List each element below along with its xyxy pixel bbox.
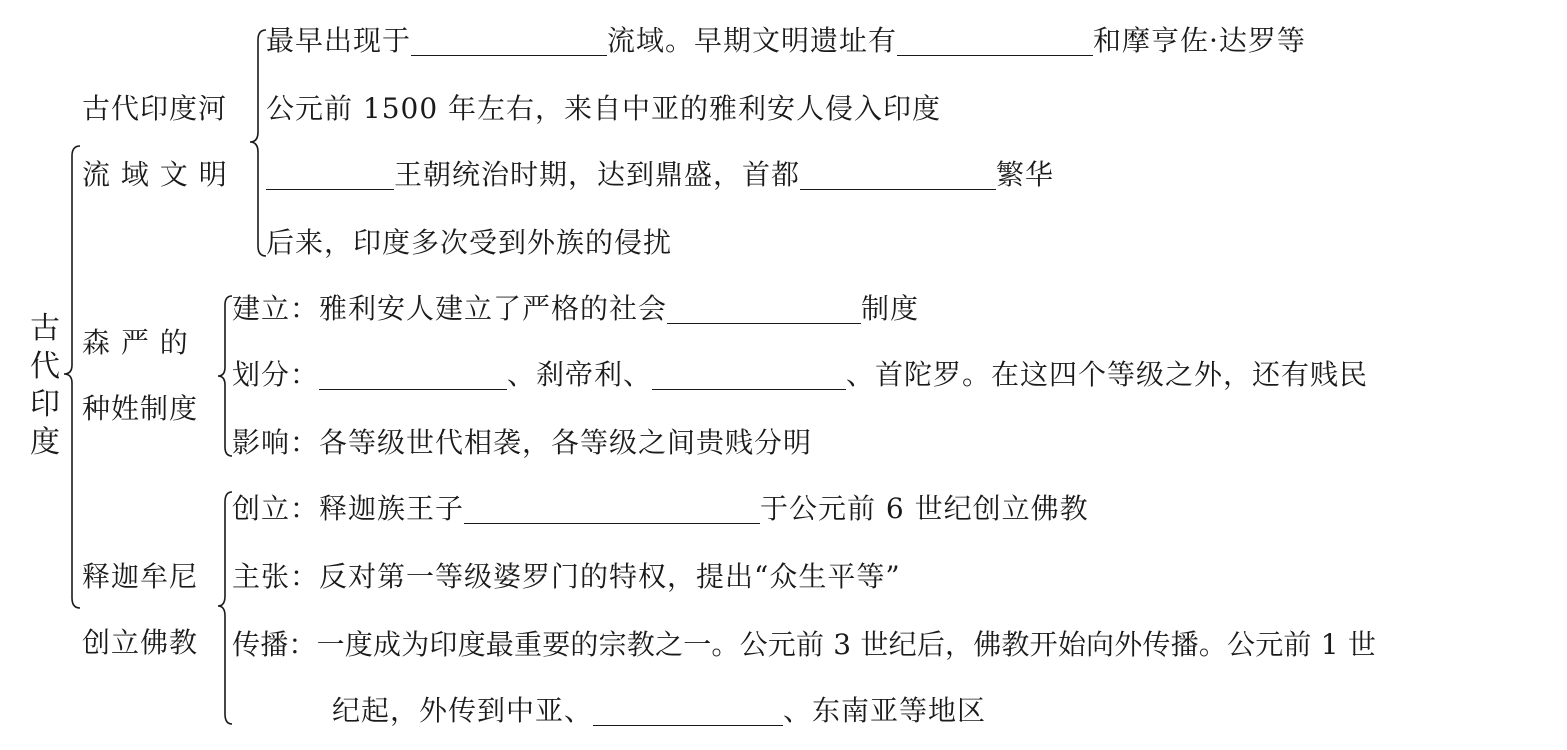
- root-brace: [64, 146, 80, 608]
- blank-river-basin[interactable]: [411, 27, 607, 56]
- indus-line1: [266, 24, 1306, 58]
- indus-line1-text3: 和摩亨佐·达罗等: [1093, 24, 1306, 57]
- indus-line2: 公元前 1500 年左右，来自中亚的雅利安人侵入印度: [266, 92, 942, 125]
- buddhism-doctrine-label: 主张：: [232, 560, 320, 593]
- buddhism-title-line2: 创立佛教: [82, 626, 199, 659]
- buddhism-title-line1: 释迦牟尼: [82, 560, 199, 593]
- caste-brace: [218, 296, 232, 456]
- buddhism-brace: [218, 492, 232, 724]
- buddhism-spread-line2-text2: 、东南亚等地区: [783, 694, 987, 727]
- buddhism-doctrine: [232, 560, 901, 594]
- blank-spread-region[interactable]: [593, 697, 783, 726]
- indus-line3-text2: 繁华: [996, 158, 1055, 191]
- caste-division-text2: 、首陀罗。在这四个等级之外，还有贱民: [846, 358, 1369, 391]
- buddhism-spread-label: 传播：: [232, 628, 317, 661]
- buddhism-spread: [232, 628, 1376, 662]
- caste-division-label: 划分：: [232, 358, 320, 391]
- buddhism-doctrine-text: 反对第一等级婆罗门的特权，提出“众生平等”: [319, 560, 901, 593]
- blank-first-caste[interactable]: [319, 361, 507, 390]
- caste-impact: [232, 426, 812, 460]
- buddhism-founding-label: 创立：: [232, 492, 320, 525]
- indus-brace: [250, 30, 266, 256]
- blank-prince-name[interactable]: [464, 495, 760, 524]
- caste-impact-label: 影响：: [232, 426, 320, 459]
- root-label: 古代印度: [30, 311, 60, 460]
- caste-title-line1: 森 严 的: [82, 326, 189, 359]
- caste-title-line2: 种姓制度: [82, 392, 199, 425]
- indus-line1-text2: 流域。早期文明遗址有: [607, 24, 898, 57]
- caste-division-text1: 、刹帝利、: [507, 358, 653, 391]
- caste-division: [232, 358, 1368, 392]
- caste-establish: [232, 292, 919, 326]
- buddhism-founding: [232, 492, 1089, 526]
- blank-early-site[interactable]: [897, 27, 1093, 56]
- caste-establish-label: 建立：: [232, 292, 320, 325]
- indus-line4: 后来，印度多次受到外族的侵扰: [266, 226, 673, 259]
- indus-line3: [266, 158, 1054, 192]
- indus-line3-text1: 王朝统治时期，达到鼎盛，首都: [394, 158, 801, 191]
- buddhism-founding-text1: 释迦族王子: [319, 492, 465, 525]
- buddhism-spread-line2: [332, 694, 986, 728]
- blank-social-system[interactable]: [667, 295, 861, 324]
- indus-title-line2: 流 域 文 明: [82, 158, 228, 191]
- buddhism-spread-line1: 一度成为印度最重要的宗教之一。公元前 3 世纪后，佛教开始向外传播。公元前 1 世: [316, 628, 1377, 661]
- blank-capital[interactable]: [800, 161, 996, 190]
- indus-title-line1: 古代印度河: [82, 92, 228, 125]
- indus-line1-text1: 最早出现于: [266, 24, 412, 57]
- blank-dynasty[interactable]: [266, 161, 394, 190]
- caste-establish-text1: 雅利安人建立了严格的社会: [319, 292, 668, 325]
- caste-establish-text2: 制度: [861, 292, 920, 325]
- caste-impact-text: 各等级世代相袭，各等级之间贵贱分明: [319, 426, 813, 459]
- buddhism-founding-text2: 于公元前 6 世纪创立佛教: [760, 492, 1089, 525]
- blank-third-caste[interactable]: [652, 361, 846, 390]
- buddhism-spread-line2-text1: 纪起，外传到中亚、: [332, 694, 594, 727]
